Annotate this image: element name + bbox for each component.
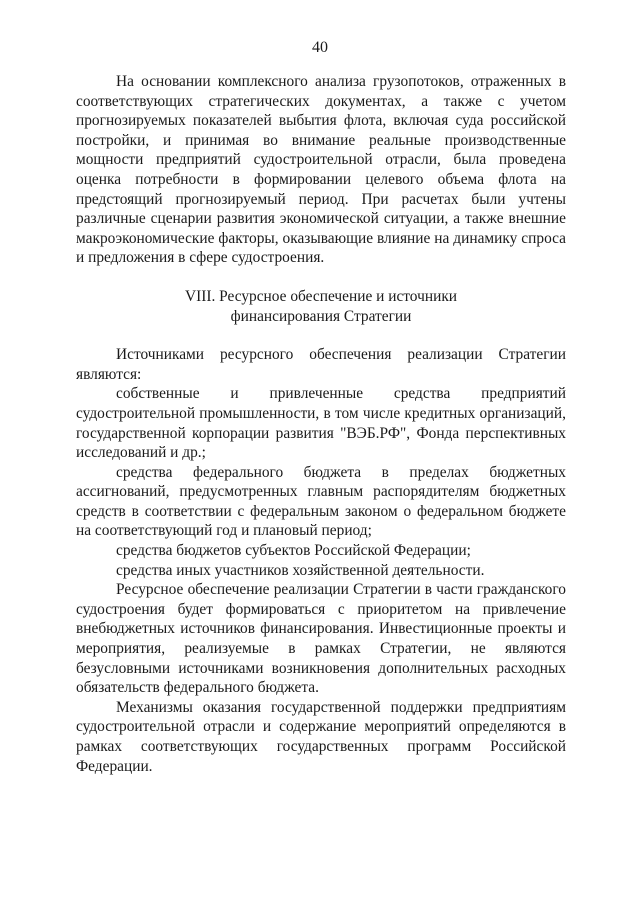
section-heading-line-1: VIII. Ресурсное обеспечение и источники — [184, 287, 458, 305]
funding-source-item-other-participants: средства иных участников хозяйственной деятельности. — [116, 561, 485, 579]
funding-source-item-regional-budgets: средства бюджетов субъектов Российской Федерации; — [116, 542, 471, 560]
section-heading — [76, 287, 566, 326]
section-heading-line-2: финансирования Стратегии — [230, 307, 412, 325]
state-support-mechanisms-paragraph: Механизмы оказания государственной поддержки предприятиям судостроительной отрасли и содержание мероприятий определяются в рамках соответствующих государственных программ Российской Федерации. — [76, 698, 566, 775]
funding-source-item-federal-budget: средства федерального бюджета в пределах бюджетных ассигнований, предусмотренных главным распорядителям бюджетных средств в соответствии с федеральным законом о федеральном бюджете на соответствующий год и плановый период; — [76, 463, 566, 540]
funding-sources-intro: Источниками ресурсного обеспечения реализации Стратегии являются: — [76, 346, 566, 383]
page-number: 40 — [312, 39, 328, 56]
civil-shipbuilding-funding-paragraph: Ресурсное обеспечение реализации Стратегии в части гражданского судостроения будет формироваться с приоритетом на привлечение внебюджетных источников финансирования. Инвестиционные проекты и мероприятия, реализуемые в рамках Стратегии, не являются безусловными источниками возникновения дополнительных расходных обязательств федерального бюджета. — [76, 581, 566, 697]
page-content — [76, 72, 566, 776]
intro-paragraph: На основании комплексного анализа грузопотоков, отраженных в соответствующих стратегических документах, а также с учетом прогнозируемых показателей выбытия флота, включая суда российской постройки, и принимая во внимание реальные производственные мощности предприятий судостроительной отрасли, была проведена оценка потребности в формировании целевого объема флота на предстоящий прогнозируемый период. При расчетах были учтены различные сценарии развития экономической ситуации, а также внешние макроэкономические факторы, оказывающие влияние на динамику спроса и предложения в сфере судостроения. — [76, 73, 566, 267]
funding-source-item-own-funds: собственные и привлеченные средства предприятий судостроительной промышленности, в том числе кредитных организаций, государственной корпорации развития "ВЭБ.РФ", Фонда перспективных исследований и др.; — [76, 385, 566, 462]
